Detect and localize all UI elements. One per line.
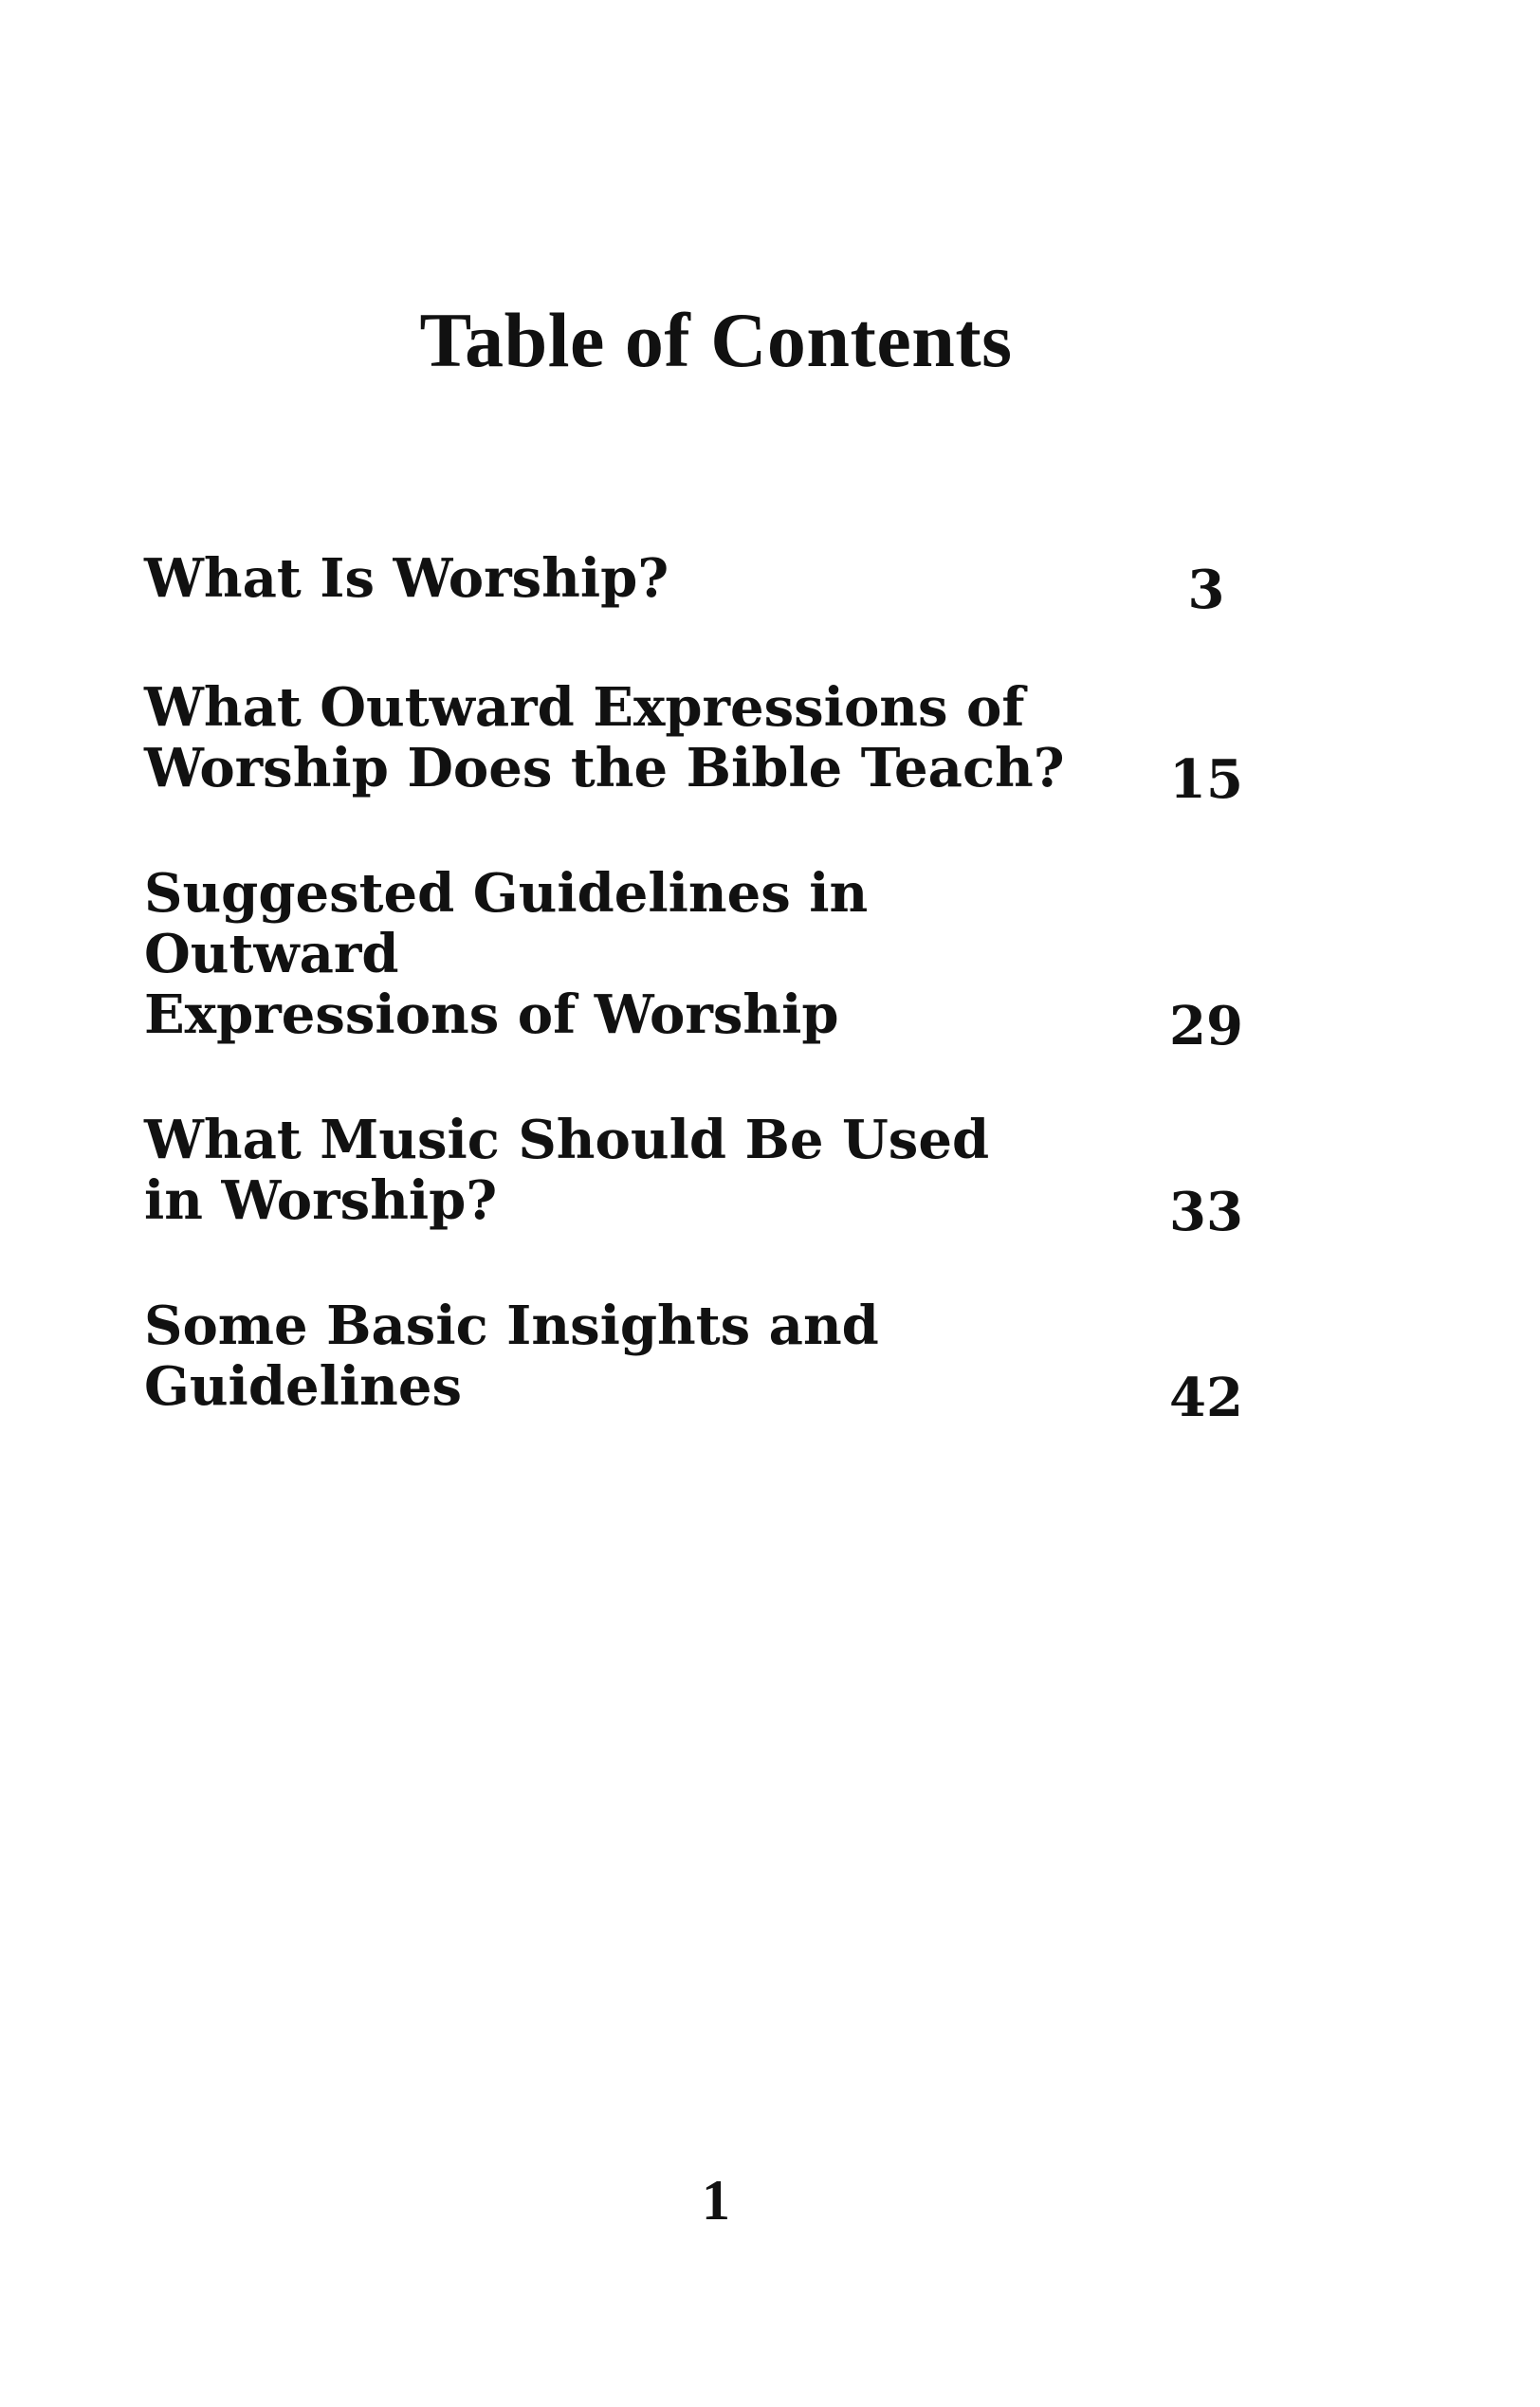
toc-entry: [144, 1109, 1263, 1243]
toc-entry: [144, 862, 1263, 1057]
toc-entry-title: What Outward Expressions of Worship Does the Bible Teach?: [144, 676, 1065, 799]
toc-entry: [144, 1295, 1263, 1429]
toc-entry-title: What Is Worship?: [144, 547, 669, 610]
toc-entry-title: Suggested Guidelines in Outward Expressions of Worship: [144, 862, 869, 1046]
table-of-contents: [144, 547, 1282, 1429]
toc-entry-title: What Music Should Be Used in Worship?: [144, 1109, 990, 1232]
toc-entry-page-number: 3: [1187, 559, 1225, 621]
toc-entry-page-number: 29: [1169, 995, 1243, 1057]
toc-entry: [144, 547, 1263, 621]
toc-entry-page-number: 42: [1169, 1367, 1243, 1429]
toc-entry-title: Some Basic Insights and Guidelines: [144, 1295, 879, 1418]
page-title: Table of Contents: [419, 297, 1013, 383]
toc-entry: [144, 676, 1263, 811]
page-number: 1: [702, 2169, 730, 2232]
toc-entry-page-number: 15: [1169, 748, 1243, 811]
toc-entry-page-number: 33: [1169, 1181, 1243, 1243]
